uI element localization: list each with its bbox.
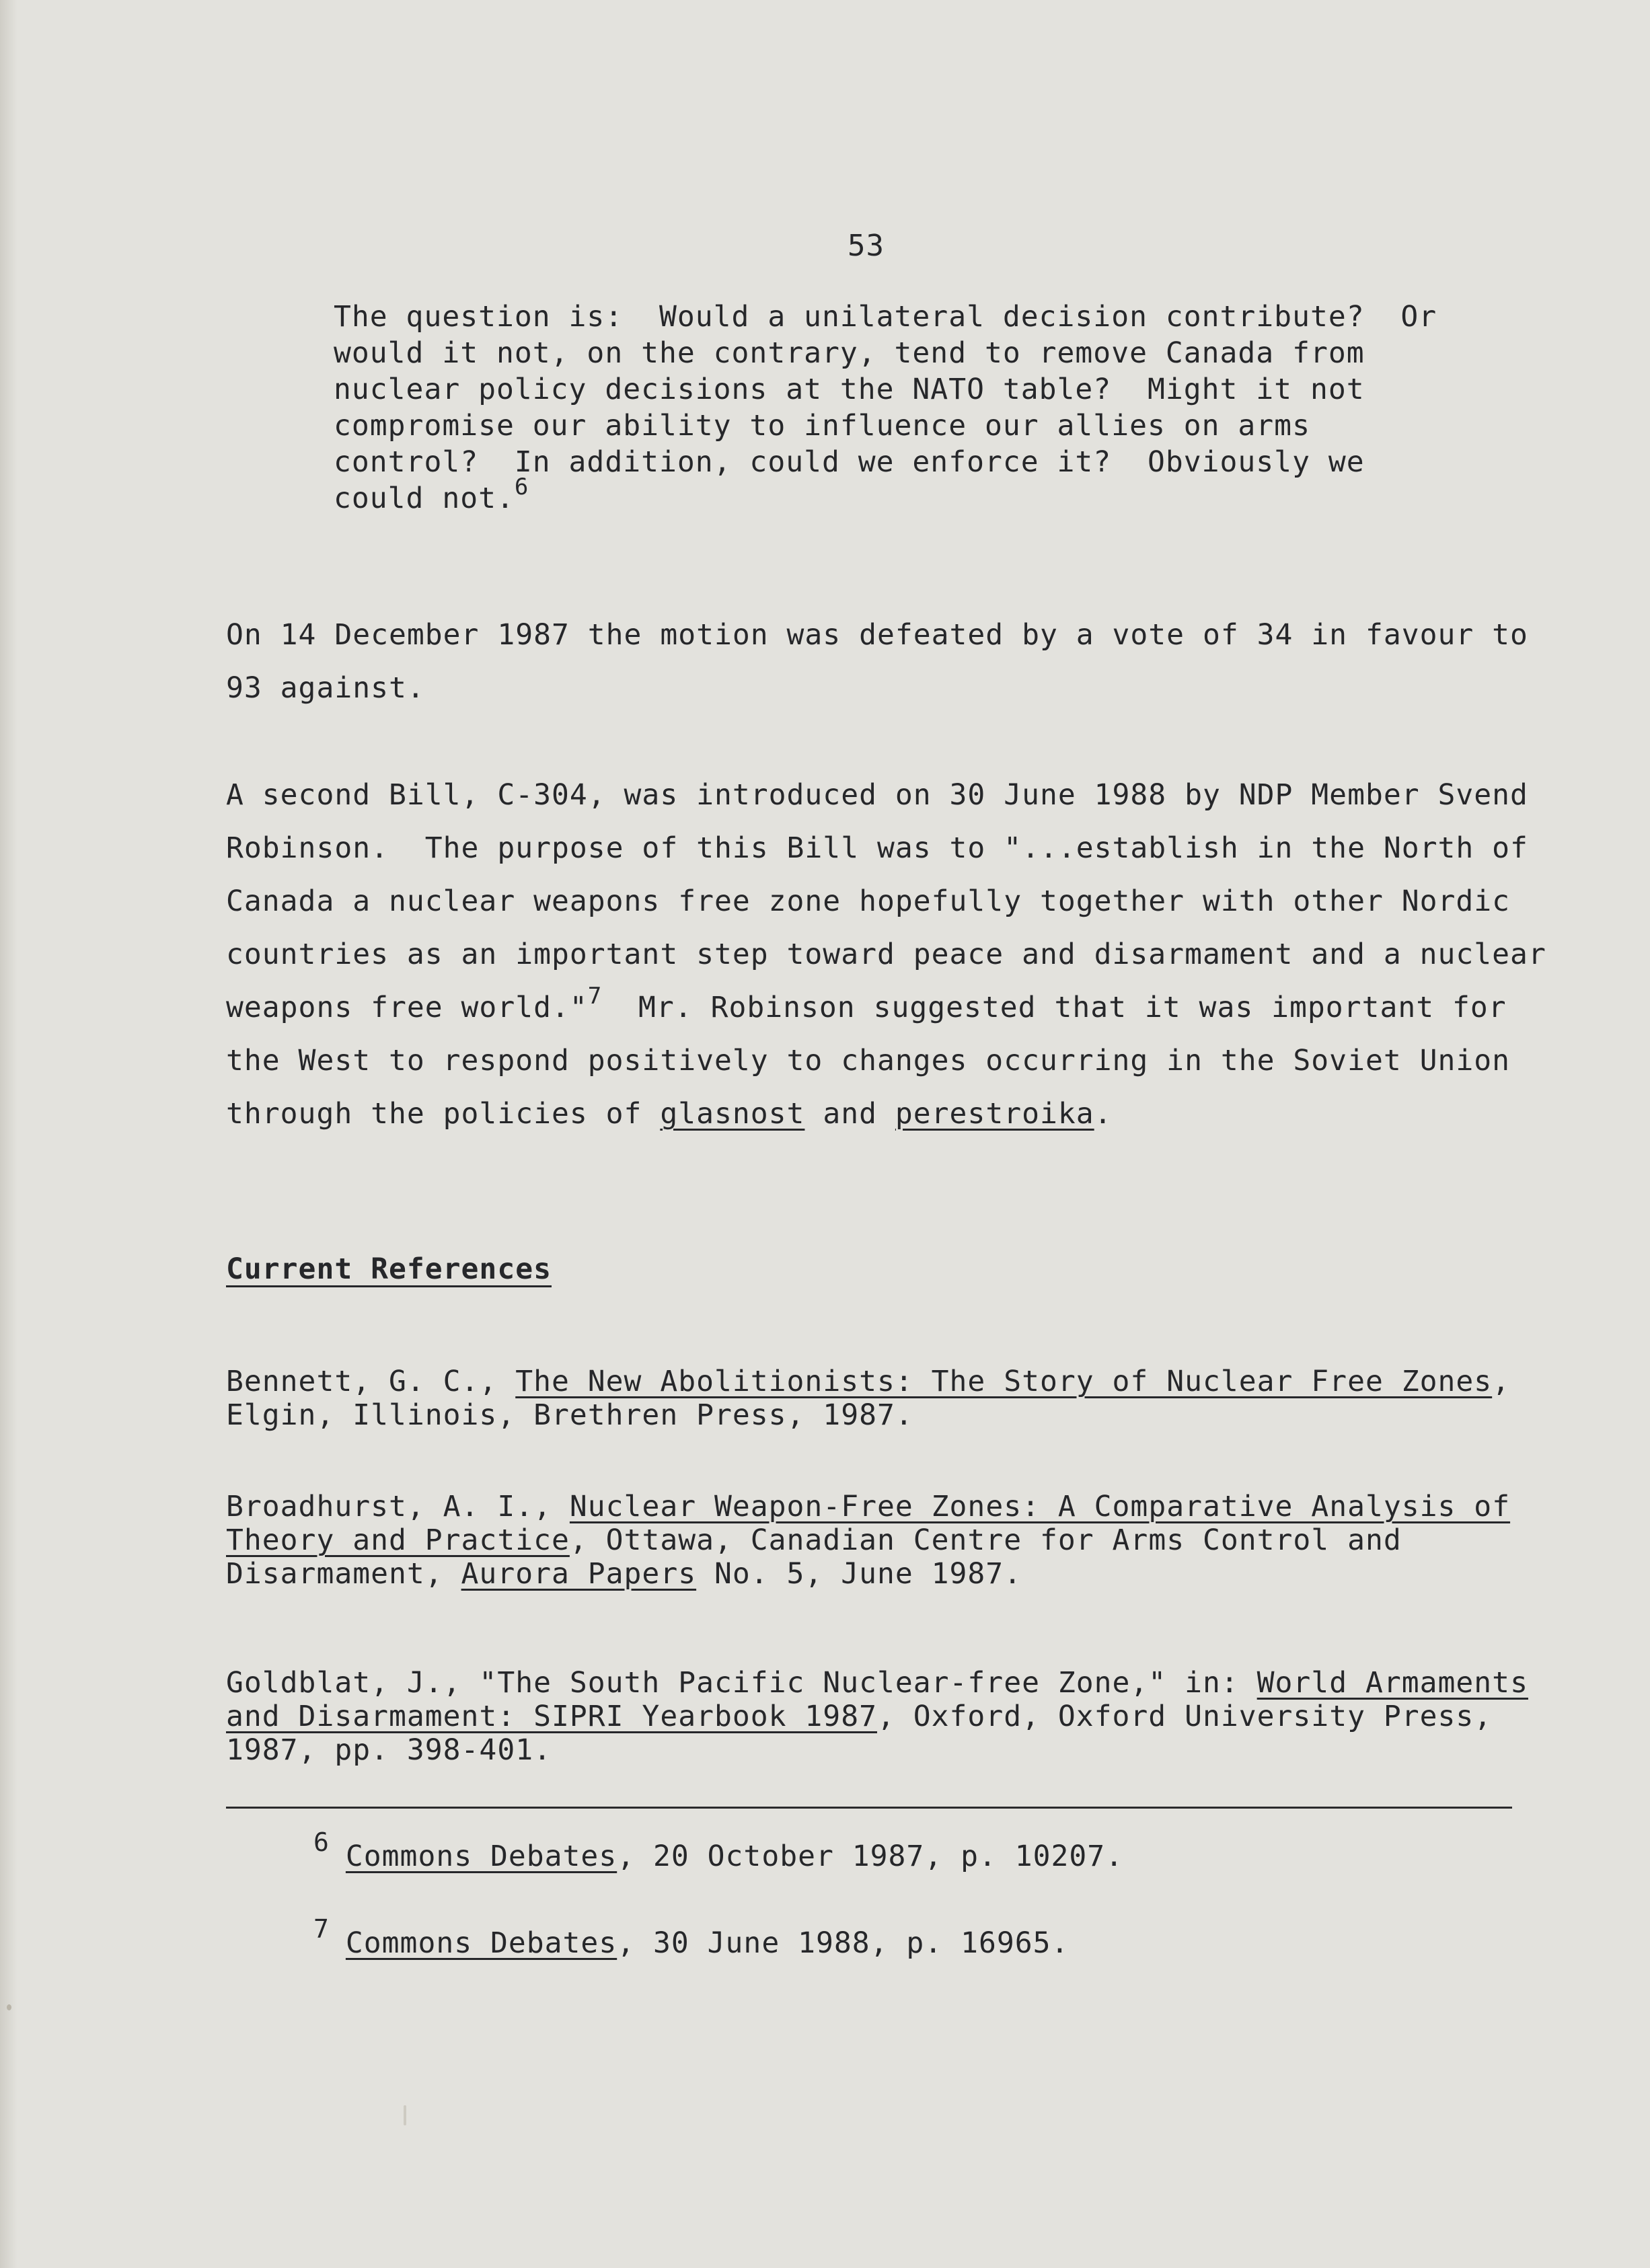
- footnote-text: , 30 June 1988, p. 16965.: [617, 1926, 1070, 1960]
- paragraph-line: 93 against.: [226, 671, 425, 705]
- footnote-6: [313, 1827, 1124, 1873]
- reference-goldblat: [226, 1666, 1528, 1767]
- footnote-marker: 6: [514, 474, 529, 500]
- reference-broadhurst: [226, 1490, 1524, 1591]
- paragraph-text: .: [1094, 1097, 1113, 1131]
- paragraph-line: countries as an important step toward peace and disarmament and a nuclear: [226, 938, 1546, 971]
- reference-text: ,: [1492, 1365, 1511, 1398]
- term-perestroika: perestroika: [895, 1097, 1094, 1131]
- reference-text: 1987, pp. 398-401.: [226, 1733, 552, 1767]
- reference-series: Aurora Papers: [461, 1557, 697, 1591]
- reference-title: Theory and Practice: [226, 1523, 570, 1557]
- footnote-source: Commons Debates: [345, 1840, 617, 1873]
- quote-line: The question is: Would a unilateral decision contribute? Or: [334, 300, 1437, 334]
- paragraph-text: and: [804, 1097, 895, 1131]
- quote-line: control? In addition, could we enforce it? Obviously we: [334, 445, 1365, 479]
- paragraph-line: Mr. Robinson suggested that it was important for: [602, 991, 1507, 1024]
- reference-text: Goldblat, J., "The South Pacific Nuclear-free Zone," in:: [226, 1666, 1257, 1700]
- paper-speck: [7, 2004, 11, 2010]
- reference-text: Elgin, Illinois, Brethren Press, 1987.: [226, 1398, 913, 1432]
- reference-text: , Oxford, Oxford University Press,: [876, 1700, 1493, 1733]
- paragraph-line: Canada a nuclear weapons free zone hopefully together with other Nordic: [226, 884, 1511, 918]
- paragraph-line: A second Bill, C-304, was introduced on 30 June 1988 by NDP Member Svend: [226, 778, 1528, 812]
- page-edge-shadow: [0, 0, 17, 2268]
- paragraph-line: On 14 December 1987 the motion was defeated by a vote of 34 in favour to: [226, 618, 1528, 652]
- reference-text: , Ottawa, Canadian Centre for Arms Control and: [569, 1523, 1402, 1557]
- paragraph-line: through the policies of: [226, 1097, 661, 1131]
- section-heading: Current References: [226, 1252, 552, 1286]
- reference-title: World Armaments: [1257, 1666, 1528, 1700]
- paper-speck: [404, 2105, 406, 2125]
- page-number: 53: [848, 229, 885, 263]
- reference-title: The New Abolitionists: The Story of Nuclear Free Zones: [515, 1365, 1493, 1398]
- footnote-number: 7: [313, 1914, 330, 1944]
- reference-bennett: [226, 1365, 1524, 1432]
- footnote-divider: [226, 1807, 1512, 1809]
- reference-author: Broadhurst, A. I.,: [226, 1490, 570, 1523]
- quote-line: could not.: [334, 482, 515, 515]
- footnote-number: 6: [313, 1827, 330, 1857]
- footnote-text: , 20 October 1987, p. 10207.: [617, 1840, 1124, 1873]
- paragraph-line: Robinson. The purpose of this Bill was to "...establish in the North of: [226, 831, 1528, 865]
- quote-line: would it not, on the contrary, tend to remove Canada from: [334, 336, 1365, 370]
- paragraph-line: weapons free world.": [226, 991, 588, 1024]
- reference-title: Nuclear Weapon-Free Zones: A Comparative Analysis of: [569, 1490, 1511, 1523]
- reference-author: Bennett, G. C.,: [226, 1365, 516, 1398]
- reference-text: No. 5, June 1987.: [696, 1557, 1022, 1591]
- reference-text: Disarmament,: [226, 1557, 461, 1591]
- quote-line: compromise our ability to influence our allies on arms: [334, 409, 1310, 443]
- quote-line: nuclear policy decisions at the NATO table? Might it not: [334, 373, 1365, 406]
- footnote-7: [313, 1914, 1070, 1960]
- footnote-source: Commons Debates: [345, 1926, 617, 1960]
- paragraph-second-bill: [226, 769, 1546, 1141]
- reference-title: and Disarmament: SIPRI Yearbook 1987: [226, 1700, 877, 1733]
- block-quote: [334, 299, 1477, 517]
- footnote-marker: 7: [587, 983, 603, 1010]
- term-glasnost: glasnost: [660, 1097, 805, 1131]
- paragraph-motion-defeated: [226, 609, 1528, 715]
- paragraph-line: the West to respond positively to changes occurring in the Soviet Union: [226, 1044, 1511, 1078]
